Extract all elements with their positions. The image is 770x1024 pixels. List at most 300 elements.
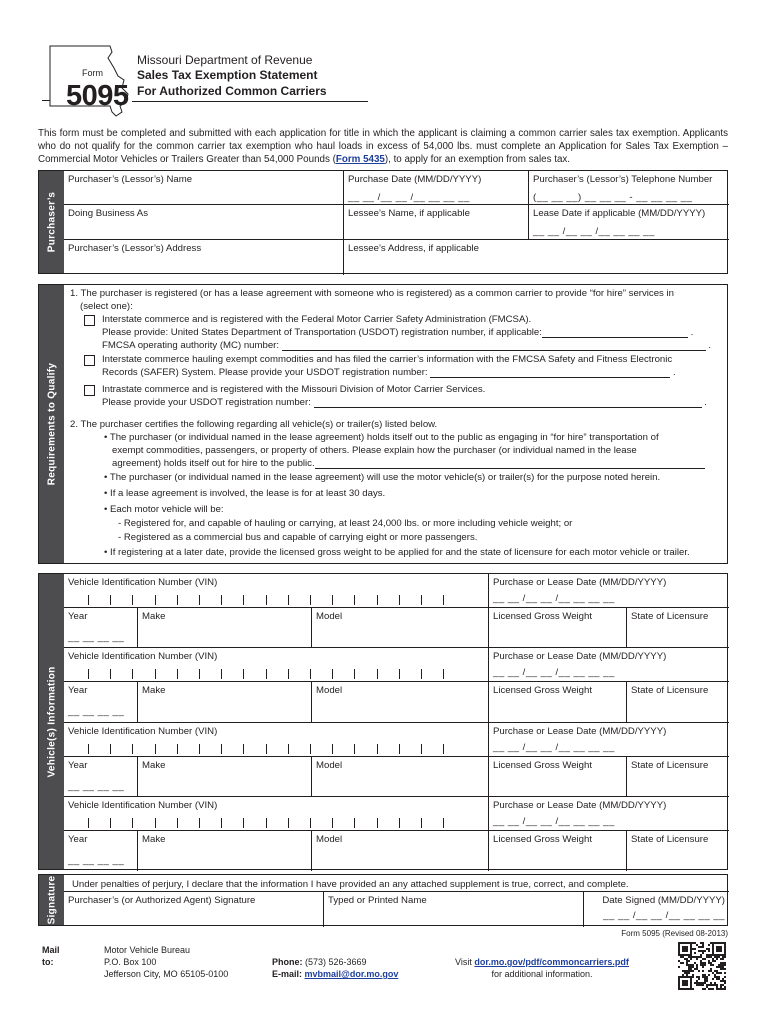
model-label: Model — [316, 759, 343, 771]
qr-module — [682, 956, 684, 958]
qr-module — [720, 984, 722, 986]
qr-module — [704, 978, 706, 980]
form-label: Form — [82, 68, 103, 78]
vin-tick — [377, 744, 378, 754]
qr-module — [684, 958, 686, 960]
vin-field[interactable] — [64, 797, 489, 831]
qr-module — [700, 962, 702, 964]
qr-module — [686, 962, 688, 964]
vin-tick — [354, 669, 355, 679]
qr-module — [714, 976, 716, 978]
qr-module — [724, 982, 726, 984]
qr-module — [718, 966, 720, 968]
vin-tick — [243, 818, 244, 828]
gross-weight-field[interactable] — [489, 682, 627, 722]
qr-module — [710, 982, 712, 984]
qr-module — [706, 986, 708, 988]
qr-module — [714, 974, 716, 976]
form-title-line2: For Authorized Common Carriers — [137, 84, 327, 98]
qr-module — [684, 970, 686, 972]
purchaser-sidebar-label: Purchaser’s — [46, 191, 57, 253]
qr-module — [696, 944, 698, 946]
vin-tick — [243, 744, 244, 754]
date-signed-fill: __ __ /__ __ /__ __ __ __ — [603, 910, 725, 921]
gross-weight-field[interactable] — [489, 608, 627, 648]
opt2-line2-period: . — [672, 367, 676, 378]
qr-module — [702, 952, 704, 954]
qr-module — [704, 958, 706, 960]
qr-module — [678, 960, 680, 962]
qr-module — [702, 976, 704, 978]
vin-tick — [110, 595, 111, 605]
state-licensure-label: State of Licensure — [631, 611, 709, 622]
state-licensure-field[interactable] — [627, 608, 729, 648]
qr-module — [710, 956, 712, 958]
make-field[interactable] — [138, 757, 312, 797]
vin-tick — [443, 669, 444, 679]
qr-module — [706, 978, 708, 980]
qr-module — [724, 980, 726, 982]
qr-module — [710, 984, 712, 986]
qr-module — [692, 942, 694, 944]
vin-tick — [132, 595, 133, 605]
common-carriers-link[interactable]: dor.mo.gov/pdf/commoncarriers.pdf — [474, 957, 629, 967]
qr-module — [686, 972, 688, 974]
vin-label: Vehicle Identification Number (VIN) — [68, 651, 218, 663]
qr-module — [720, 962, 722, 964]
qr-module — [722, 964, 724, 966]
option-interstate-exempt-checkbox[interactable] — [84, 355, 95, 366]
signature-label: Purchaser’s (or Authorized Agent) Signature — [68, 895, 256, 906]
qr-module — [702, 958, 704, 960]
gross-weight-label: Licensed Gross Weight — [493, 833, 593, 845]
qr-module — [684, 972, 686, 974]
qr-module — [710, 970, 712, 972]
purchase-date-field[interactable] — [344, 171, 529, 205]
qr-module — [692, 970, 694, 972]
vehicles-sidebar — [39, 574, 64, 869]
qr-module — [710, 988, 712, 990]
form-5435-link[interactable]: Form 5435 — [335, 154, 385, 165]
requirements-sidebar-label: Requirements to Qualify — [46, 362, 57, 486]
qr-module — [720, 972, 722, 974]
qr-module — [698, 970, 700, 972]
opt1-line1: Interstate commerce and is registered with the Federal Motor Carrier Safety Administration (FMCSA). — [102, 314, 532, 325]
model-label: Model — [316, 611, 343, 622]
qr-module — [708, 950, 710, 952]
gross-weight-label: Licensed Gross Weight — [493, 685, 593, 697]
qr-module — [698, 982, 700, 984]
vehicle-date-label: Purchase or Lease Date (MM/DD/YYYY) — [493, 577, 667, 588]
qr-module — [690, 964, 692, 966]
qr-module — [682, 980, 688, 986]
qr-module — [690, 966, 692, 968]
vin-tick — [288, 818, 289, 828]
req-bullet1-line3-text: agreement) holds itself out for hire to the public. — [112, 458, 315, 469]
qr-module — [724, 988, 726, 990]
vin-tick — [332, 595, 333, 605]
vin-tick — [177, 744, 178, 754]
year-fill: __ __ __ __ — [68, 780, 125, 792]
state-licensure-field[interactable] — [627, 831, 729, 871]
qr-module — [704, 964, 706, 966]
qr-module — [714, 984, 716, 986]
qr-module — [700, 964, 702, 966]
qr-module — [708, 956, 710, 958]
option-intrastate-checkbox[interactable] — [84, 385, 95, 396]
qr-module — [720, 986, 722, 988]
qr-module — [716, 946, 722, 952]
purchaser-address-field[interactable] — [64, 240, 344, 275]
phone-label: Purchaser’s (Lessor’s) Telephone Number — [533, 174, 713, 185]
req-bullet5: • If registering at a later date, provide the licensed gross weight to be applied for and the state of licensure for each motor vehicle or trailer. — [104, 547, 690, 558]
make-label: Make — [142, 685, 166, 697]
qr-module — [686, 974, 688, 976]
qr-module — [702, 982, 704, 984]
qr-module — [716, 988, 718, 990]
vin-tick — [310, 595, 311, 605]
qr-module — [714, 960, 716, 962]
make-field[interactable] — [138, 682, 312, 722]
intrastate-usdot-input[interactable] — [314, 399, 702, 408]
year-label: Year — [68, 759, 88, 771]
hire-explanation-input[interactable] — [315, 460, 705, 469]
req-item1-line2: (select one): — [80, 301, 133, 312]
qr-module — [698, 984, 700, 986]
vin-field[interactable] — [64, 574, 489, 608]
qr-module — [694, 962, 696, 964]
qr-module — [704, 976, 706, 978]
vin-tick — [377, 818, 378, 828]
qr-module — [702, 966, 704, 968]
qr-module — [704, 982, 706, 984]
model-field[interactable] — [312, 831, 489, 871]
qr-module — [702, 962, 704, 964]
lessee-address-field[interactable] — [344, 240, 729, 275]
state-licensure-field[interactable] — [627, 757, 729, 797]
qr-module — [696, 980, 698, 982]
dba-field[interactable] — [64, 205, 344, 240]
qr-module — [724, 962, 726, 964]
qr-module — [702, 970, 704, 972]
qr-module — [704, 950, 706, 952]
vin-label: Vehicle Identification Number (VIN) — [68, 577, 218, 588]
vehicle-date-field[interactable] — [489, 574, 729, 608]
qr-module — [712, 958, 714, 960]
qr-module — [716, 972, 718, 974]
model-field[interactable] — [312, 608, 489, 648]
vin-tick — [421, 669, 422, 679]
opt1-line2-text: Please provide: United States Department of Transportation (USDOT) registration number, if applicable: — [102, 327, 542, 338]
vin-tick — [399, 669, 400, 679]
lessee-name-label: Lessee’s Name, if applicable — [348, 208, 470, 219]
vin-tick — [88, 669, 89, 679]
vin-tick — [110, 669, 111, 679]
address-line2: P.O. Box 100 — [104, 957, 157, 967]
qr-module — [712, 972, 714, 974]
state-licensure-label: State of Licensure — [631, 833, 709, 845]
year-label: Year — [68, 611, 88, 622]
printed-name-label: Typed or Printed Name — [328, 895, 427, 906]
lessee-name-field[interactable] — [344, 205, 529, 240]
qr-module — [722, 966, 724, 968]
qr-module — [682, 974, 684, 976]
qr-module — [682, 962, 684, 964]
gross-weight-label: Licensed Gross Weight — [493, 759, 593, 771]
purchaser-section — [38, 170, 728, 274]
vin-tick — [155, 818, 156, 828]
signature-field[interactable] — [64, 891, 324, 927]
req-bullet1-line1: • The purchaser (or individual named in the lease agreement) holds itself out to the public as engaging in “for hire” transportation of — [104, 432, 659, 443]
qr-module — [720, 988, 722, 990]
phone-number: (573) 526-3669 — [305, 957, 367, 967]
vin-tick — [199, 818, 200, 828]
qr-module — [720, 966, 722, 968]
vin-tick — [288, 595, 289, 605]
vehicle-date-field[interactable] — [489, 648, 729, 682]
qr-module — [722, 978, 724, 980]
qr-module — [696, 966, 698, 968]
vin-tick — [177, 818, 178, 828]
vin-tick — [199, 744, 200, 754]
gross-weight-field[interactable] — [489, 757, 627, 797]
qr-module — [718, 976, 720, 978]
vin-character-boxes — [88, 744, 488, 754]
vin-tick — [221, 818, 222, 828]
qr-module — [694, 942, 696, 944]
qr-module — [706, 954, 708, 956]
qr-module — [678, 966, 680, 968]
req-bullet3: • If a lease agreement is involved, the lease is for at least 30 days. — [104, 488, 386, 499]
printed-name-field[interactable] — [324, 891, 584, 927]
opt1-line3 — [102, 340, 711, 351]
qr-module — [710, 964, 712, 966]
qr-module — [712, 960, 714, 962]
vin-tick — [88, 595, 89, 605]
qr-module — [708, 988, 710, 990]
qr-module — [690, 958, 692, 960]
qr-module — [714, 982, 716, 984]
vin-tick — [377, 669, 378, 679]
option-interstate-fmcsa-checkbox[interactable] — [84, 315, 95, 326]
opt2-line2 — [102, 367, 676, 378]
qr-module — [716, 984, 718, 986]
qr-module — [702, 984, 704, 986]
year-field[interactable] — [64, 608, 138, 648]
vin-tick — [288, 744, 289, 754]
qr-module — [708, 984, 710, 986]
year-fill: __ __ __ __ — [68, 706, 125, 718]
make-label: Make — [142, 833, 166, 845]
vehicle-date-label: Purchase or Lease Date (MM/DD/YYYY) — [493, 725, 667, 737]
vin-tick — [199, 595, 200, 605]
qr-module — [700, 954, 702, 956]
date-signed-field[interactable] — [584, 891, 729, 927]
qr-module — [692, 948, 694, 950]
vin-tick — [110, 744, 111, 754]
vin-tick — [199, 669, 200, 679]
qr-module — [724, 972, 726, 974]
vehicle-date-label: Purchase or Lease Date (MM/DD/YYYY) — [493, 799, 667, 811]
qr-module — [700, 946, 702, 948]
req-bullet1-line3 — [112, 458, 705, 469]
qr-module — [708, 962, 710, 964]
qr-module — [720, 968, 722, 970]
perjury-declaration: Under penalties of perjury, I declare that the information I have provided an any attached supplement is true, correct, and complete. — [72, 879, 629, 890]
qr-module — [700, 982, 702, 984]
opt3-line2-period: . — [704, 397, 707, 408]
qr-module — [712, 964, 714, 966]
lease-date-field[interactable] — [529, 205, 729, 240]
vin-tick — [110, 818, 111, 828]
qr-module — [706, 976, 708, 978]
vehicle-date-field[interactable] — [489, 723, 729, 757]
qr-module — [724, 986, 726, 988]
gross-weight-field[interactable] — [489, 831, 627, 871]
make-field[interactable] — [138, 608, 312, 648]
usdot-number-input[interactable] — [542, 329, 688, 338]
form-header — [38, 40, 378, 120]
qr-module — [704, 988, 706, 990]
vin-tick — [399, 744, 400, 754]
qr-module — [702, 950, 704, 952]
email-link[interactable]: mvbmail@dor.mo.gov — [304, 969, 399, 979]
year-field[interactable] — [64, 682, 138, 722]
qr-module — [696, 968, 698, 970]
qr-module — [714, 956, 716, 958]
qr-module — [690, 968, 692, 970]
vin-tick — [399, 818, 400, 828]
vehicle-date-fill: __ __ /__ __ /__ __ __ __ — [493, 741, 615, 753]
vin-tick — [443, 818, 444, 828]
safer-usdot-input[interactable] — [430, 369, 670, 378]
make-field[interactable] — [138, 831, 312, 871]
qr-module — [688, 972, 690, 974]
purchaser-name-field[interactable] — [64, 171, 344, 205]
vehicle-block — [64, 648, 727, 722]
mail-to-label: Mail to: — [42, 945, 60, 967]
visit-block — [452, 956, 632, 980]
qr-module — [706, 956, 708, 958]
qr-module — [688, 956, 690, 958]
qr-module — [720, 980, 722, 982]
qr-module — [716, 976, 718, 978]
qr-module — [722, 984, 724, 986]
opt1-line2-period: . — [690, 327, 694, 338]
qr-module — [718, 964, 720, 966]
req-bullet4b: - Registered as a commercial bus and capable of carrying eight or more passengers. — [118, 532, 478, 543]
year-field[interactable] — [64, 757, 138, 797]
vin-tick — [310, 744, 311, 754]
qr-module — [696, 984, 698, 986]
lessee-address-label: Lessee’s Address, if applicable — [348, 243, 480, 254]
vin-tick — [221, 595, 222, 605]
vin-tick — [332, 818, 333, 828]
qr-module — [712, 984, 714, 986]
vin-tick — [243, 595, 244, 605]
qr-module — [702, 946, 704, 948]
qr-module — [700, 956, 702, 958]
phone-field[interactable] — [529, 171, 729, 205]
qr-module — [688, 966, 690, 968]
model-field[interactable] — [312, 757, 489, 797]
vin-tick — [310, 818, 311, 828]
vehicles-sidebar-label: Vehicle(s) Information — [46, 665, 57, 778]
state-licensure-field[interactable] — [627, 682, 729, 722]
model-label: Model — [316, 685, 343, 697]
qr-module — [688, 964, 690, 966]
vin-tick — [421, 595, 422, 605]
vin-tick — [266, 669, 267, 679]
vehicle-date-field[interactable] — [489, 797, 729, 831]
address-line3: Jefferson City, MO 65105-0100 — [104, 969, 229, 979]
header-dash — [42, 100, 50, 101]
vin-tick — [221, 669, 222, 679]
qr-module — [708, 960, 710, 962]
qr-module — [698, 950, 700, 952]
qr-module — [724, 976, 726, 978]
vin-field[interactable] — [64, 723, 489, 757]
vin-tick — [421, 744, 422, 754]
vin-field[interactable] — [64, 648, 489, 682]
vin-tick — [288, 669, 289, 679]
vin-tick — [266, 595, 267, 605]
vin-tick — [332, 669, 333, 679]
vehicle-date-fill: __ __ /__ __ /__ __ __ __ — [493, 667, 615, 679]
qr-module — [692, 976, 694, 978]
qr-module — [722, 956, 724, 958]
vin-tick — [177, 595, 178, 605]
vin-label: Vehicle Identification Number (VIN) — [68, 725, 218, 737]
qr-module — [716, 970, 718, 972]
year-field[interactable] — [64, 831, 138, 871]
qr-module — [680, 956, 682, 958]
requirements-section — [38, 284, 728, 564]
qr-module — [708, 948, 710, 950]
model-label: Model — [316, 833, 343, 845]
qr-module — [690, 970, 692, 972]
opt2-line2-text: Records (SAFER) System. Please provide your USDOT registration number: — [102, 367, 428, 378]
qr-module — [702, 944, 704, 946]
qr-module — [706, 948, 708, 950]
req-item2: 2. The purchaser certifies the following regarding all vehicle(s) or trailer(s) listed below. — [70, 419, 438, 430]
vin-tick — [421, 818, 422, 828]
phone-label: Phone: — [272, 957, 303, 967]
date-signed-label: Date Signed (MM/DD/YYYY) — [602, 895, 725, 906]
mc-number-input[interactable] — [282, 342, 706, 351]
visit-suffix: for additional information. — [491, 969, 593, 979]
qr-module — [702, 964, 704, 966]
qr-module — [722, 988, 724, 990]
intro-text: This form must be completed and submitted with each application for title in which the applicant is claiming a common carrier sales tax exemption. Applicants who do not qualify for the common carrier tax exemption who haul loads in excess of 54,000 lbs. must complete an Application for Sales Tax Exemption – Commercial Motor Vehicles or Trailers Greater than 54,000 Pounds ( — [38, 128, 728, 165]
qr-module — [724, 956, 726, 958]
opt3-line1: Intrastate commerce and is registered with the Missouri Division of Motor Carrier Services. — [102, 384, 486, 395]
qr-module — [694, 968, 696, 970]
qr-module — [706, 980, 708, 982]
lease-date-fill: __ __ /__ __ /__ __ __ __ — [533, 226, 655, 237]
vin-character-boxes — [88, 669, 488, 679]
vehicles-section — [38, 573, 728, 870]
qr-module — [708, 954, 710, 956]
vin-character-boxes — [88, 595, 488, 605]
opt2-line1: Interstate commerce hauling exempt commodities and has filed the carrier’s information with the FMCSA Safety and Fitness Electronic — [102, 354, 673, 365]
model-field[interactable] — [312, 682, 489, 722]
opt3-line2 — [102, 397, 707, 408]
vin-tick — [132, 669, 133, 679]
qr-module — [686, 970, 688, 972]
qr-module — [722, 958, 724, 960]
qr-module — [688, 960, 690, 962]
